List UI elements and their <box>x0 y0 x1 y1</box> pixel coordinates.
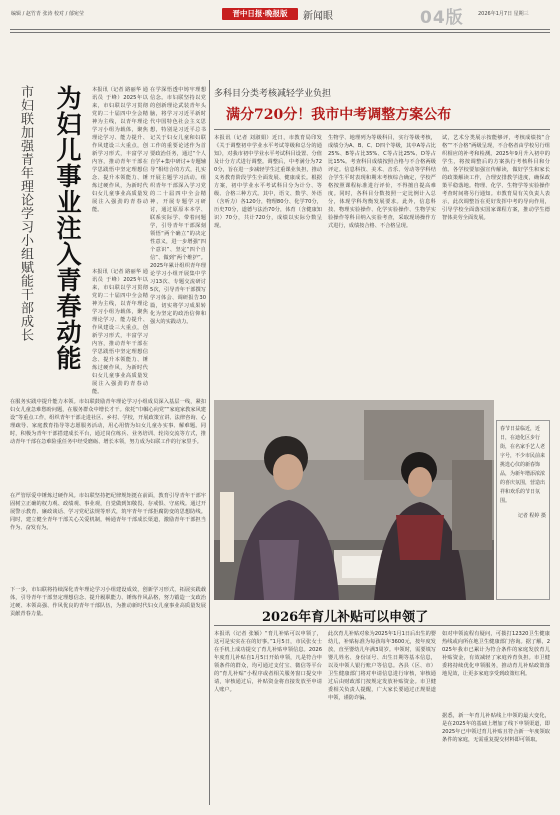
news-photo <box>214 400 494 600</box>
masthead-editor-info: 编辑 / 赵竹青 张涛 校对 / 郁宛莹 <box>11 11 84 17</box>
left-story-headline: 为妇儿事业注入青春动能 <box>53 85 82 371</box>
bottom-story-body-col2: 此次育儿补贴对象为2025年1月1日后出生的婴幼儿，补贴标准为每孩每年3600元，按年度发放，直至婴幼儿年满3周岁。申领时，需要填写婴儿姓名、身份证号、出生日期等基本信息，以及申领人银行账户等信息。各县（区、市）卫生健康部门将对申请信息进行审核，审核通过后由财政部门按规定发放补贴资金。市卫健委相关负责人提醒，广大家长要通过正规渠道申领，谨防诈骗。 <box>328 631 436 701</box>
photo-byline: 记者 程婷 摄 <box>517 513 546 519</box>
left-story-body-col1: 本报讯（记者 路丽华 通讯员 于峰）2025年以来，市妇联以学习贯彻党的二十届四中全会精神为主线，以青年理论学习小组为载体，聚焦理论学习、能力提升、作风建设三大重点，创新学习形式，丰富学习内容，推动青年干部在学思践悟中坚定理想信念、提升本领能力、锤炼过硬作风，为新时代妇女儿童事业高质量发展注入强劲的青春动能。 <box>92 87 148 213</box>
bottom-story-body-col4: 据悉，新一年育儿补贴线上申领的最大变化，是在2025年的基础上增加了线下申领渠道，即2025年已申领过育儿补贴且符合新一年度领取条件的家庭，无需重复提交材料即可领取。 <box>442 713 550 743</box>
top-story-kicker: 多科目分类考核减轻学业负担 <box>214 89 332 99</box>
bottom-story-body-col1: 本报讯（记者 张颖）“育儿补贴可以申领了，这可是实实在在的好事。”1月5日，市民张女士在手机上成功提交了育儿补贴申领信息。2026年度育儿补贴自1月5日开始申领，凡是符合申领条件的群众，均可通过支付宝、微信等平台的“育儿补贴”小程序或者相关服务窗口提交申请，审核通过后，补贴资金将直接发放至申请人账户。 <box>214 631 322 693</box>
header-divider-thin <box>10 32 550 33</box>
photo-caption-box <box>496 420 550 600</box>
bottom-story-headline: 2026年育儿补贴可以申领了 <box>262 610 429 625</box>
newspaper-logo: 晋中日报·晚报版 <box>222 8 298 20</box>
top-story-headline: 满分720分！我市中考调整方案公布 <box>226 107 452 123</box>
photo-caption: 春节日益临近，近日，在迪化区步行街，在名家手艺人老字号，不少市民前来挑选心仪的新春饰品，为新年增添浓浓的喜庆氛围，营造出祥和欢乐的节日氛围。 <box>500 426 546 504</box>
left-story-body-wide3: 下一步，市妇联将持续深化青年理论学习小组建设成效，创新学习形式，拓展实践载体，引导青年干部坚定理想信念、提升履职能力、锤炼作风品格，努力锻造一支政治过硬、本领高强、作风优良的青年干部队伍，为推动新时代妇女儿童事业高质量发展贡献青春力量。 <box>10 587 206 617</box>
page-number: 04版 <box>420 8 464 28</box>
shopping-scene-illustration <box>214 400 494 600</box>
section-name: 新闻眼 <box>303 11 333 22</box>
left-story-body-col1b: 本报讯（记者 路丽华 通讯员 于峰）2025年以来，市妇联以学习贯彻党的二十届四中全会精神为主线，以青年理论学习小组为载体，聚焦理论学习、能力提升、作风建设三大重点，创新学习形式，丰富学习内容，推动青年干部在学思践悟中坚定理想信念、提升本领能力、锤炼过硬作风，为新时代妇女儿童事业高质量发展注入强劲的青春动能。 <box>92 269 148 395</box>
header-divider <box>10 29 550 30</box>
top-story-body-col2: 生物学、地理列为等级科目，实行等级考核，成绩分为A、B、C、D四个等级，其中A等占比25%、B等占比35%、C等占比25%、D等占比15%。考查科目成绩按照合格与不合格两级评定。信息科技、美术、音乐、劳动等学科结合学生平时表现和期末考核综合确定，学校严格按照课程标准进行评价，不得擅自提高难度。同时，各科目分数按照一定比例计入总分，体现学科均衡发展要求。此外，信息科技、物理实验操作、化学实验操作、生物学实验操作等科目纳入实验考查，采取现场操作方式进行，成绩按合格、不合格呈现。 <box>328 135 436 229</box>
bottom-story-body-col3: 如对申领流程有疑问，可拨打12320卫生健康热线或向所在地卫生健康部门咨询。据了解，2025年我市已累计为符合条件的家庭发放育儿补贴资金，有效减轻了家庭养育负担。市卫健委将持续优化申领服务，推动育儿补贴政策落地见效，让更多家庭享受到政策红利。 <box>442 631 550 677</box>
left-story-body-wide1: 在服务实践中提升能力本领。市妇联鼓励青年理论学习小组成员深入基层一线，紧扣妇女儿童急难愁盼问题，在服务群众中增长才干。依托“巾帼心向党”“家庭家教家风建设”等重点工作，组织青年干部走进社区、乡村、学校，开展政策宣讲、法律咨询、心理疏导、家庭教育指导等志愿服务活动，用心用情为妇女儿童办实事、解难题。同时，积极为青年干部搭建成长平台，通过岗位练兵、业务培训、轮岗交流等方式，推动青年干部在急难险重任务中经受磨砺、增长本领，努力成为妇联工作的行家里手。 <box>10 399 206 445</box>
left-story-body-col2: 在学深悟透中铸牢理想信念。市妇联坚持以党的创新理论武装青年头脑，将学习习近平新时代中国特色社会主义思想，特别是习近平总书记关于妇女儿童和妇联工作的重要论述作为首要政治任务，通过“个人自学+集中研讨+专题辅导”相结合的方式，扎实开展主题学习活动。组织青年干部深入学习党的二十届四中全会精神，开展专题学习研讨，通过原原本本学、联系实际学、带着问题学，引导青年干部深刻领悟“两个确立”的决定性意义，进一步增强“四个意识”、坚定“四个自信”、做到“两个维护”。2025年累计组织青年理论学习小组开展集中学习13次、专题交流研讨5次，引导青年干部撰写学习体会、调研报告30篇，切实将学习成果转化为坚定的政治信仰和强大的实践动力。 <box>150 87 206 325</box>
top-story-divider <box>214 129 550 130</box>
bottom-story-divider <box>214 625 550 626</box>
column-divider <box>209 80 210 805</box>
left-story-body-wide2: 在严管厚爱中锤炼过硬作风。市妇联坚持把纪律规矩挺在前面，教育引导青年干部牢固树立正确的权力观、政绩观、事业观，自觉做到知敬畏、存戒惧、守底线。通过开展警示教育、廉政谈话、学习党纪法规等形式，筑牢青年干部拒腐防变的思想防线。同时，建立健全青年干部关心关爱机制，畅通青年干部成长渠道，激励青年干部担当作为、奋发有为。 <box>10 493 206 531</box>
issue-date: 2026年1月7日 星期三 <box>478 11 529 17</box>
top-story-body-col3: 试，艺术分类展示按能够评，考核成绩按“合格”“不合格”两级呈现，不合格者由学校另行组织相应的补考和检测。2025年9月升入初中的学生，将按调整后的方案执行考核科目和分值。各学校要加强宣传解读，做好学生和家长的政策解读工作，合理安排教学进度，确保政策平稳落地。物理、化学、生物学等实验操作考查时间将另行通知。市教育局有关负责人表示，此次调整旨在更好发挥中考的导向作用，引导学校全面落实国家课程方案，推动学生德智体美劳全面发展。 <box>442 135 550 221</box>
left-story-subtitle: 市妇联加强青年理论学习小组赋能干部成长 <box>18 85 33 342</box>
top-story-body-col1: 本报讯（记者 刘淑娟）近日，市教育局印发《关于调整初中学业水平考试等级和总分的通知》，对我市初中学业水平考试科目设置、分值及计分方式进行调整。调整后，中考满分为720分，旨在进一步减轻学生过重课业负担，推动义务教育阶段学生全面发展、健康成长。根据方案，初中学业水平考试科目分为计分、等级、合格三种方式。其中，语文、数学、外语（含听力）各120分，物理80分、化学70分，历史70分，道德与法治70分，体育（含健康知识）70分，共计720分，成绩以实际分数呈现。 <box>214 135 322 229</box>
